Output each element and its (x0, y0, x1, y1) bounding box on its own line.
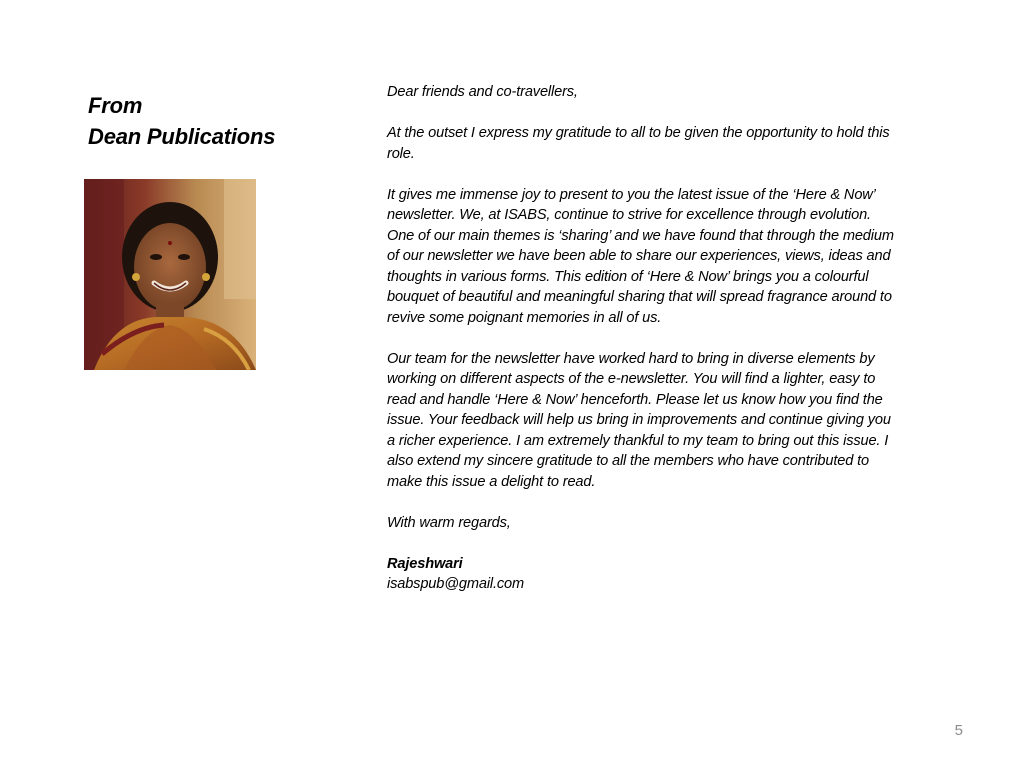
heading-line-dean-publications: Dean Publications (88, 124, 276, 149)
letter-paragraph-3: Our team for the newsletter have worked hard to bring in diverse elements by working on different aspects of the e-newsletter. You will find a lighter, easy to read and handle ‘Here & Now’ henceforth. Please let us know how you find the issue. Your feedback will help us bring in improvements and continue giving you a richer experience. I am extremely thankful to my team to bring out this issue. I also extend my sincere gratitude to all the members who have contributed to make this issue a delight to read. (387, 350, 891, 490)
signature-name: Rajeshwari (387, 555, 463, 572)
heading-line-from: From (88, 93, 143, 118)
page-number: 5 (954, 722, 963, 739)
letter-paragraph-2: It gives me immense joy to present to you the latest issue of the ‘Here & Now’ newsletter. We, at ISABS, continue to strive for excellence through evolution. One of our main themes is ‘sharing’ and we have found that through the medium of our newsletter we have been able to share our experiences, views, ideas and thoughts in various forms. This edition of ‘Here & Now’ brings you a colourful bouquet of beautiful and meaningful sharing that will spread fragrance around to revive some poignant memories in all of us. (387, 186, 894, 326)
letter-body (387, 82, 897, 595)
letter-paragraph-1: At the outset I express my gratitude to all to be given the opportunity to hold this role. (387, 125, 890, 162)
letter-salutation: Dear friends and co-travellers, (387, 84, 578, 100)
section-heading (88, 90, 275, 152)
portrait-photo-icon (84, 179, 256, 370)
author-photo (84, 179, 256, 370)
signature-email: isabspub@gmail.com (387, 576, 525, 592)
letter-closing: With warm regards, (387, 514, 511, 531)
